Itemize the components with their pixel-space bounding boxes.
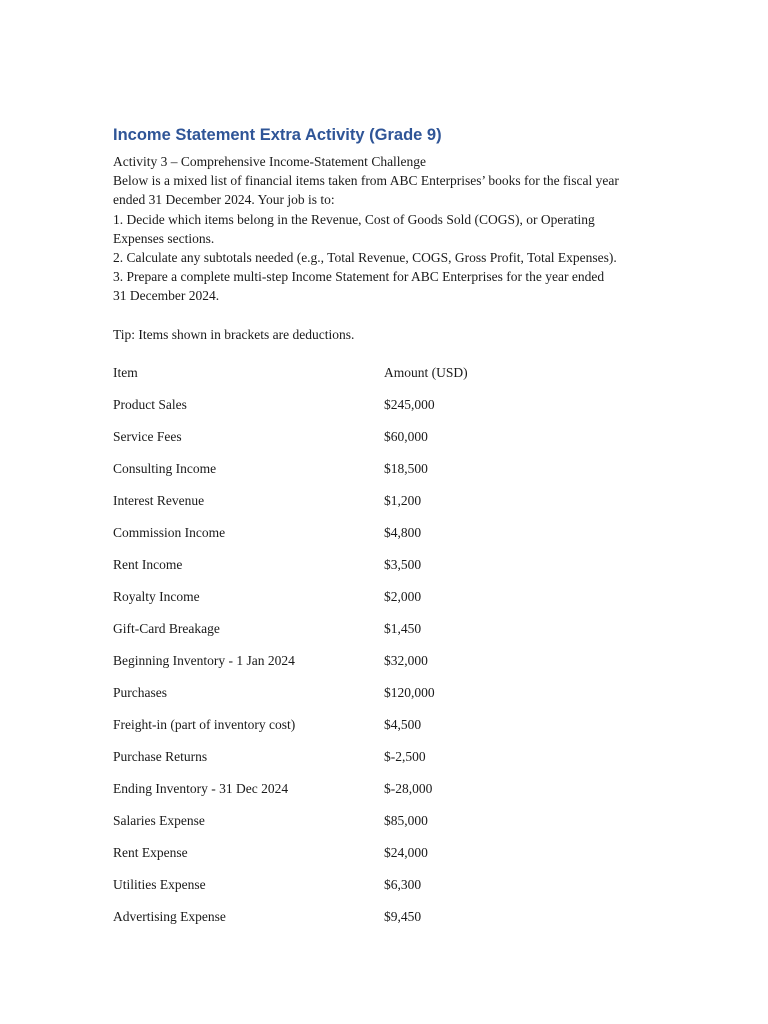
document-page	[113, 124, 673, 933]
table-row	[113, 869, 673, 901]
amount-cell: $120,000	[384, 684, 435, 700]
item-cell: Rent Income	[113, 556, 183, 572]
amount-cell: $1,200	[384, 492, 422, 508]
amount-cell: $-2,500	[384, 748, 426, 764]
instruction-step-2: 2. Calculate any subtotals needed (e.g., Total Revenue, COGS, Gross Profit, Total Expenses).	[113, 250, 617, 266]
table-row	[113, 453, 673, 485]
instructions	[113, 152, 673, 306]
table-row	[113, 645, 673, 677]
amount-cell: $32,000	[384, 652, 428, 668]
item-cell: Service Fees	[113, 428, 182, 444]
amount-cell: $60,000	[384, 428, 428, 444]
item-cell: Salaries Expense	[113, 812, 205, 828]
header-item: Item	[113, 364, 138, 380]
table-row	[113, 805, 673, 837]
amount-cell: $2,000	[384, 588, 422, 604]
amount-cell: $24,000	[384, 844, 428, 860]
instruction-line: Below is a mixed list of financial items taken from ABC Enterprises’ books for the fiscal year	[113, 173, 619, 189]
amount-cell: $6,300	[384, 876, 422, 892]
table-row	[113, 773, 673, 805]
amount-cell: $4,500	[384, 716, 422, 732]
item-cell: Product Sales	[113, 396, 187, 412]
item-cell: Consulting Income	[113, 460, 217, 476]
item-cell: Rent Expense	[113, 844, 188, 860]
table-row	[113, 421, 673, 453]
amount-cell: $85,000	[384, 812, 428, 828]
instruction-line: ended 31 December 2024. Your job is to:	[113, 192, 335, 208]
item-cell: Commission Income	[113, 524, 226, 540]
item-cell: Ending Inventory - 31 Dec 2024	[113, 780, 289, 796]
table-header-row	[113, 357, 673, 389]
item-cell: Purchases	[113, 684, 167, 700]
table-row	[113, 677, 673, 709]
item-cell: Royalty Income	[113, 588, 200, 604]
table-row	[113, 581, 673, 613]
amount-cell: $18,500	[384, 460, 428, 476]
header-amount: Amount (USD)	[384, 364, 468, 380]
table-row	[113, 485, 673, 517]
amount-cell: $9,450	[384, 908, 422, 924]
item-cell: Purchase Returns	[113, 748, 208, 764]
item-cell: Utilities Expense	[113, 876, 206, 892]
amount-cell: $1,450	[384, 620, 422, 636]
item-cell: Freight-in (part of inventory cost)	[113, 716, 296, 732]
table-row	[113, 549, 673, 581]
instruction-step-3-cont: 31 December 2024.	[113, 288, 220, 304]
instruction-step-3: 3. Prepare a complete multi-step Income Statement for ABC Enterprises for the year ended	[113, 269, 605, 285]
instruction-step-1: 1. Decide which items belong in the Revenue, Cost of Goods Sold (COGS), or Operating	[113, 211, 595, 227]
item-cell: Advertising Expense	[113, 908, 226, 924]
instruction-step-1-cont: Expenses sections.	[113, 230, 215, 246]
table-row	[113, 389, 673, 421]
amount-cell: $4,800	[384, 524, 422, 540]
amount-cell: $-28,000	[384, 780, 433, 796]
table-row	[113, 517, 673, 549]
item-cell: Interest Revenue	[113, 492, 205, 508]
tip-text: Tip: Items shown in brackets are deductions.	[113, 326, 355, 342]
activity-heading: Activity 3 – Comprehensive Income-Statement Challenge	[113, 154, 427, 169]
table-row	[113, 741, 673, 773]
table-row	[113, 709, 673, 741]
table-row	[113, 901, 673, 933]
item-cell: Gift-Card Breakage	[113, 620, 220, 636]
amount-cell: $245,000	[384, 396, 435, 412]
item-cell: Beginning Inventory - 1 Jan 2024	[113, 652, 295, 668]
items-table	[113, 357, 673, 933]
table-row	[113, 613, 673, 645]
table-row	[113, 837, 673, 869]
document-title: Income Statement Extra Activity (Grade 9)	[113, 126, 442, 144]
amount-cell: $3,500	[384, 556, 422, 572]
